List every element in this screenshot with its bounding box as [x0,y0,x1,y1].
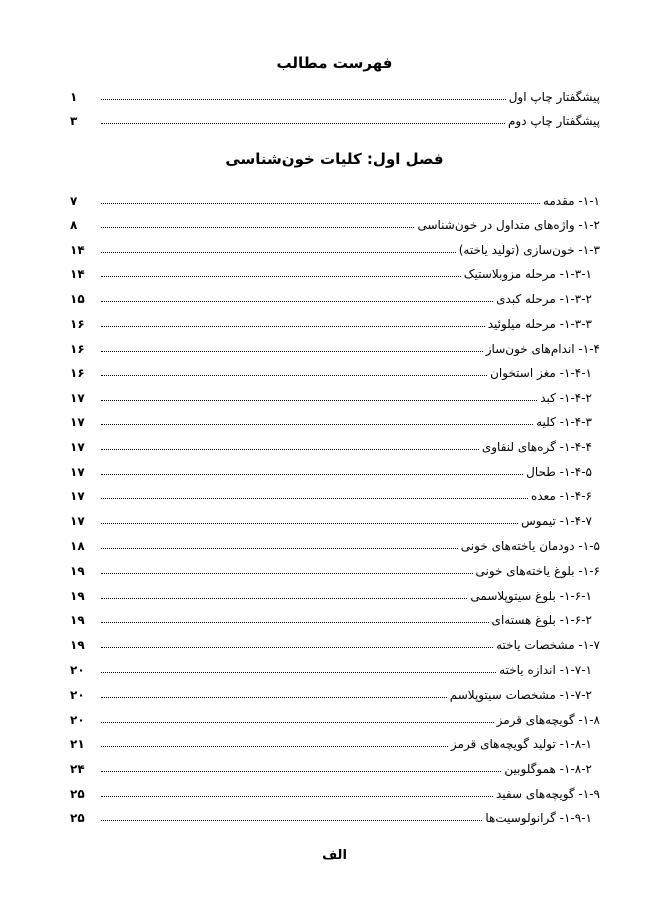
dot-leader [101,98,506,100]
entry-label: ۱-۴-۵- طحال [526,465,592,479]
entry-page-number: ۲۵ [70,811,85,825]
entry-label: ۱-۶-۲- بلوغ هسته‌ای [491,613,592,627]
toc-entry [70,607,600,627]
entry-page-number: ۲۰ [70,713,85,727]
dot-leader [101,696,447,698]
entry-page-number: ۱۷ [70,514,85,528]
toc-entry [70,237,600,257]
entry-label: ۱-۶- بلوغ یاخته‌های خونی [475,564,600,578]
dot-leader [101,325,485,327]
entry-page-number: ۱۷ [70,415,85,429]
entry-label: ۱-۸-۱- تولید گویچه‌های قرمز [450,737,592,751]
dot-leader [101,423,533,425]
toc-entry [70,805,600,825]
entry-page-number: ۱۴ [70,267,85,281]
toc-entry [70,188,600,208]
entry-label: ۱-۴-۱- مغز استخوان [490,366,592,380]
dot-leader [101,795,493,797]
dot-leader [101,399,537,401]
dot-leader [101,497,528,499]
dot-leader [101,646,493,648]
dot-leader [101,770,501,772]
dot-leader [101,671,496,673]
chapter-title: فصل اول: کلیات خون‌شناسی [225,150,444,168]
entry-page-number: ۱۵ [70,292,85,306]
toc-entry [70,781,600,801]
toc-entry [70,657,600,677]
entry-page-number: ۲۵ [70,787,85,801]
entry-page-number: ۱۸ [70,539,85,553]
toc-entry [70,756,600,776]
entry-label: ۱-۹- گویچه‌های سفید [495,787,600,801]
entry-page-number: ۱۴ [70,243,85,257]
entry-page-number: ۱۹ [70,613,85,627]
entry-label: ۱-۷- مشخصات یاخته [496,638,600,652]
dot-leader [101,122,505,124]
entry-label: پیشگفتار چاپ اول [508,90,600,104]
toc-title: فهرست مطالب [276,54,393,72]
dot-leader [101,597,467,599]
entry-label: ۱-۴-۶- معده [531,489,592,503]
entry-page-number: ۷ [70,194,78,208]
toc-entry [70,558,600,578]
entry-label: ۱-۳- خون‌سازی (تولید یاخته) [458,243,600,257]
toc-entry [70,311,600,331]
entry-page-number: ۲۰ [70,688,85,702]
dot-leader [101,572,473,574]
entry-page-number: ۲۴ [70,762,85,776]
dot-leader [101,300,493,302]
entry-label: ۱-۴-۳- کلیه [536,415,592,429]
entry-label: ۱-۴-۴- گره‌های لنفاوی [481,440,592,454]
entry-label: ۱-۷-۲- مشخصات سیتوپلاسم [449,688,592,702]
dot-leader [101,721,494,723]
toc-entry [70,360,600,380]
entry-page-number: ۱۷ [70,391,85,405]
toc-entry [70,508,600,528]
entry-label: ۱-۴- اندام‌های خون‌ساز [485,342,600,356]
dot-leader [101,251,456,253]
entry-label: ۱-۳-۱- مرحله مزوبلاستیک [463,267,592,281]
entry-page-number: ۱۹ [70,638,85,652]
entry-page-number: ۱۹ [70,589,85,603]
dot-leader [101,275,461,277]
toc-entry [70,533,600,553]
dot-leader [101,745,448,747]
entry-label: ۱-۳-۳- مرحله میلوئید [487,317,592,331]
toc-entry [70,682,600,702]
toc-entry [70,632,600,652]
toc-entry [70,409,600,429]
dot-leader [101,226,414,228]
toc-entry [70,731,600,751]
dot-leader [101,202,540,204]
entry-label: ۱-۴-۷- تیموس [521,514,592,528]
dot-leader [101,374,487,376]
entry-label: ۱-۵- دودمان یاخته‌های خونی [460,539,600,553]
entry-label: ۱-۲- واژه‌های متداول در خون‌شناسی [417,218,600,232]
preface-entry [70,108,600,128]
entry-page-number: ۸ [70,218,78,232]
dot-leader [101,473,523,475]
entry-page-number: ۱ [70,90,78,104]
toc-entry [70,286,600,306]
entry-label: ۱-۸- گویچه‌های قرمز [496,713,600,727]
entry-page-number: ۱۶ [70,317,85,331]
entry-page-number: ۱۹ [70,564,85,578]
toc-entry [70,483,600,503]
toc-entry [70,261,600,281]
dot-leader [101,522,518,524]
toc-entry [70,385,600,405]
entry-page-number: ۳ [70,114,78,128]
toc-entry [70,707,600,727]
entry-label: ۱-۹-۱- گرانولوسیت‌ها [485,811,592,825]
entry-page-number: ۱۷ [70,440,85,454]
preface-entry [70,84,600,104]
entry-label: ۱-۱- مقدمه [542,194,600,208]
entry-page-number: ۱۶ [70,342,85,356]
entry-label: ۱-۸-۲- هموگلوبین [504,762,592,776]
toc-entry [70,459,600,479]
dot-leader [101,350,483,352]
dot-leader [101,547,458,549]
entry-label: پیشگفتار چاپ دوم [507,114,600,128]
entry-label: ۱-۷-۱- اندازه یاخته [499,663,592,677]
toc-entry [70,212,600,232]
dot-leader [101,448,479,450]
toc-entry [70,434,600,454]
entry-page-number: ۱۷ [70,489,85,503]
entry-page-number: ۲۰ [70,663,85,677]
dot-leader [101,621,489,623]
entry-label: ۱-۳-۲- مرحله کبدی [496,292,592,306]
entry-label: ۱-۶-۱- بلوغ سیتوپلاسمی [470,589,592,603]
entry-page-number: ۱۶ [70,366,85,380]
toc-entry [70,336,600,356]
toc-entry [70,583,600,603]
dot-leader [101,819,482,821]
entry-label: ۱-۴-۲- کبد [540,391,592,405]
page-footer-number: الف [322,848,347,863]
entry-page-number: ۱۷ [70,465,85,479]
entry-page-number: ۲۱ [70,737,85,751]
